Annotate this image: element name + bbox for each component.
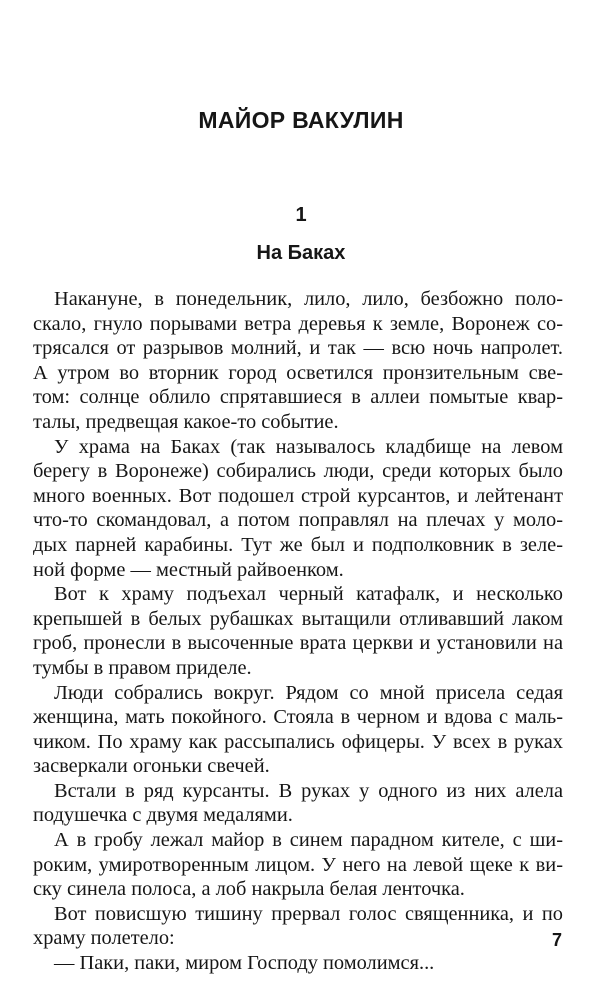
- text-line: подушечка с двумя медалями.: [33, 804, 293, 827]
- paragraph-6: [33, 828, 563, 902]
- text-line: берегу в Воронеже) собирались люди, среди которых было: [33, 460, 563, 483]
- text-line: А утром во вторник город осветился пронзительным све-: [33, 361, 563, 384]
- paragraph-7: [33, 902, 563, 951]
- text-line: дых парней карабины. Тут же был и подполковник в зеле-: [33, 533, 563, 556]
- book-title: МАЙОР ВАКУЛИН: [198, 107, 404, 133]
- text-line: талы, предвещая какое-то событие.: [33, 410, 339, 433]
- text-line: Вот повисшую тишину прервал голос священника, и по: [54, 902, 563, 925]
- text-line: А в гробу лежал майор в синем парадном кителе, с ши-: [54, 829, 563, 852]
- paragraph-1: [33, 287, 563, 435]
- text-line: Люди собрались вокруг. Рядом со мной присела седая: [54, 681, 563, 704]
- chapter-number: 1: [295, 204, 307, 226]
- paragraph-3: [33, 582, 563, 680]
- paragraph-4: [33, 681, 563, 779]
- page-number: 7: [551, 930, 562, 950]
- text-line: тумбы в правом приделе.: [33, 656, 252, 679]
- paragraph-5: [33, 779, 563, 828]
- text-line: гроб, пронесли в высоченные врата церкви и установили на: [33, 632, 563, 655]
- text-line: трясался от разрывов молний, и так — всю ночь напролет.: [33, 337, 563, 360]
- text-line: Накануне, в понедельник, лило, лило, безбожно поло-: [54, 288, 563, 310]
- text-line: роким, умиротворенным лицом. У него на левой щеке к ви-: [33, 853, 563, 876]
- text-line: Вот к храму подъехал черный катафалк, и несколько: [54, 583, 563, 606]
- text-line: засверкали огоньки свечей.: [33, 755, 270, 778]
- paragraph-8: [33, 951, 563, 976]
- text-line: много военных. Вот подошел строй курсантов, и лейтенант: [33, 484, 563, 507]
- text-line: чиком. По храму как рассыпались офицеры. У всех в руках: [33, 730, 563, 753]
- paragraph-2: [33, 435, 563, 583]
- chapter-title: На Баках: [256, 242, 346, 264]
- text-line: скало, гнуло порывами ветра деревья к земле, Воронеж со-: [33, 312, 563, 335]
- text-line: Встали в ряд курсанты. В руках у одного из них алела: [54, 779, 563, 802]
- text-line: У храма на Баках (так называлось кладбище на левом: [54, 435, 563, 458]
- text-line: крепышей в белых рубашках вытащили отливавший лаком: [33, 607, 563, 630]
- chapter-body: [33, 287, 563, 976]
- text-line: ной форме — местный райвоенком.: [33, 558, 344, 581]
- text-line: том: солнце облило спрятавшиеся в аллеи помытые квар-: [33, 386, 563, 409]
- text-line: ску синела полоса, а лоб накрыла белая ленточка.: [33, 878, 465, 901]
- text-line: что-то скомандовал, а потом поправлял на плечах у моло-: [33, 509, 563, 532]
- text-line: храму полетело:: [33, 927, 175, 950]
- text-line: — Паки, паки, миром Господу помолимся...: [54, 952, 435, 975]
- text-line: женщина, мать покойного. Стояла в черном и вдова с маль-: [33, 706, 563, 729]
